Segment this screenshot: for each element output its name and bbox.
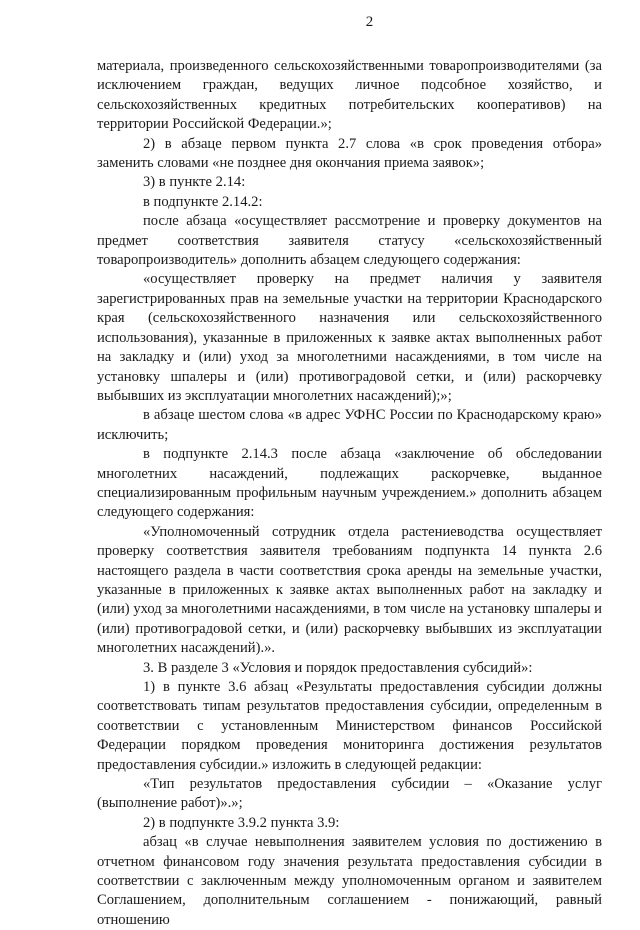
paragraph: после абзаца «осуществляет рассмотрение и проверку документов на предмет соответствия заявителя статусу «сельскохозяйственный товаропроизводитель» дополнить абзацем следующего содержания: (97, 213, 602, 269)
paragraph: материала, произведенного сельскохозяйственными товаропроизводителями (за исключением граждан, ведущих личное подсобное хозяйство, и сельскохозяйственных кредитных потребительских кооперативов) на территории Российской Федерации.»; (97, 58, 602, 133)
paragraph: 3) в пункте 2.14: (143, 174, 246, 191)
paragraph: в абзаце шестом слова «в адрес УФНС России по Краснодарскому краю» исключить; (97, 407, 602, 443)
paragraph: 1) в пункте 3.6 абзац «Результаты предоставления субсидии должны соответствовать типам результатов предоставления субсидии, определенным в соответствии с установленным Министерством финансов Российской Федерации порядком проведения мониторинга достижения результатов предоставления субсидии.» изложить в следующей редакции: (97, 679, 602, 773)
paragraph: «осуществляет проверку на предмет наличия у заявителя зарегистрированных прав на земельные участки на территории Краснодарского края (сельскохозяйственного назначения или сельскохозяйственного использования), указанные в приложенных к заявке актах выполненных работ на закладку и (или) уход за многолетними насаждениями, в том числе на установку шпалеры и (или) противоградовой сетки, и (или) раскорчевку выбывших из эксплуатации многолетних насаждений);»; (97, 271, 602, 404)
paragraph: в подпункте 2.14.3 после абзаца «заключение об обследовании многолетних насаждений, подлежащих раскорчевке, выданное специализированным профильным научным учреждением.» дополнить абзацем следующего содержания: (97, 446, 602, 521)
paragraph: 2) в абзаце первом пункта 2.7 слова «в срок проведения отбора» заменить словами «не позднее дня окончания приема заявок»; (97, 135, 602, 172)
paragraph: 2) в подпункте 3.9.2 пункта 3.9: (143, 814, 340, 831)
paragraph: 3. В разделе 3 «Условия и порядок предоставления субсидий»: (143, 659, 533, 676)
paragraph: «Уполномоченный сотрудник отдела растениеводства осуществляет проверку соответствия заявителя требованиям подпункта 14 пункта 2.6 настоящего раздела в части соответствия срока аренды на земельные участки, указанные в приложенных к заявке актах выполненных работ на закладку и (или) уход за многолетними насаждениями, в том числе на установку шпалеры и (или) противоградовой сетки, и (или) раскорчевку выбывших из эксплуатации многолетних насаждений).». (97, 523, 602, 657)
paragraph: «Тип результатов предоставления субсидии – «Оказание услуг (выполнение работ)».»; (97, 776, 602, 812)
page-number: 2 (365, 14, 374, 30)
document-body (97, 57, 602, 930)
paragraph: абзац «в случае невыполнения заявителем условия по достижению в отчетном финансовом году значения результата предоставления субсидии в соответствии с заключенным между уполномоченным органом и заявителем Соглашением, дополнительным соглашением - понижающий, равный отношению (97, 834, 602, 928)
paragraph: в подпункте 2.14.2: (143, 193, 263, 210)
